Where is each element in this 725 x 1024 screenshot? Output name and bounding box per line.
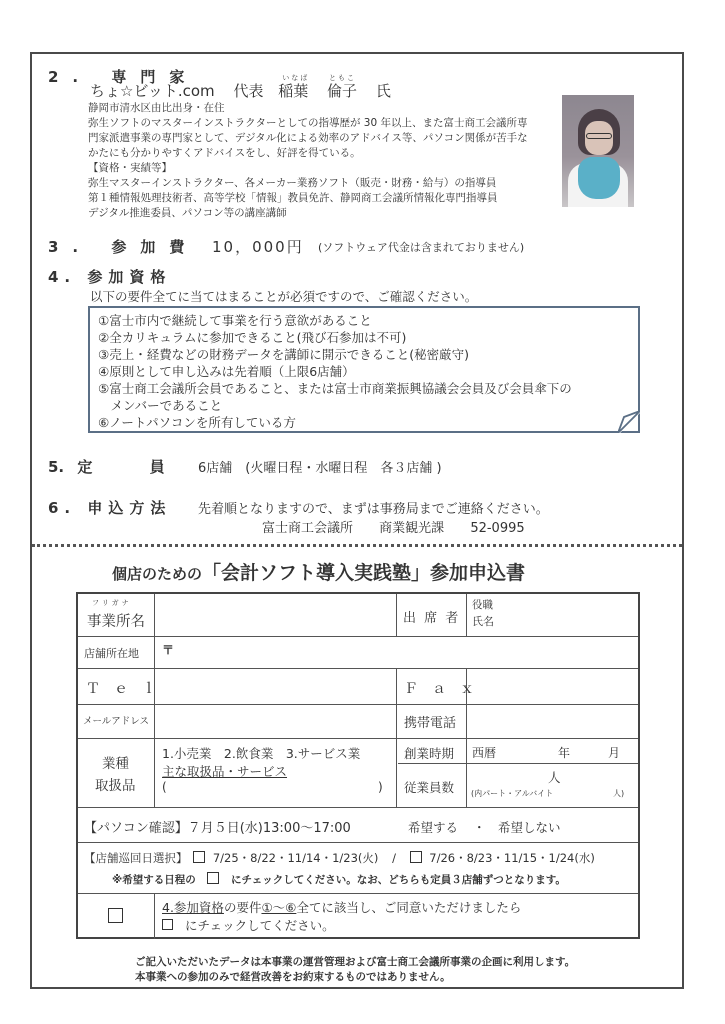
business-name-ruby: フリガナ bbox=[92, 599, 132, 607]
col-divider bbox=[396, 668, 397, 807]
consent-line-1 bbox=[162, 898, 521, 916]
form-title bbox=[112, 558, 525, 585]
row-divider bbox=[78, 738, 638, 739]
photo-glasses bbox=[586, 133, 612, 139]
qualifications-heading: 【資格・実績等】 bbox=[88, 162, 172, 174]
surname-ruby: いなば bbox=[282, 74, 310, 82]
pc-check-yes[interactable]: 希望する bbox=[408, 820, 459, 835]
row-divider bbox=[398, 763, 638, 764]
col-divider bbox=[154, 893, 155, 939]
given-name bbox=[327, 74, 362, 100]
employees-unit: 人 bbox=[548, 770, 561, 785]
visit-note bbox=[112, 872, 566, 887]
qualification-3: デジタル推進委員、パソコン等の講座講師 bbox=[88, 207, 287, 219]
pc-check-label: 【パソコン確認】７月５日(水)13:00～17:00 bbox=[84, 821, 351, 836]
requirement-6: ⑥ノートパソコンを所有している方 bbox=[98, 415, 296, 430]
founded-month: 月 bbox=[608, 746, 621, 760]
requirement-2: ②全カリキュラムに参加できること(飛び石参加は不可) bbox=[98, 330, 407, 345]
paren-open: ( bbox=[162, 780, 167, 794]
pc-check-no[interactable]: 希望しない bbox=[498, 820, 561, 835]
eligibility-heading bbox=[48, 266, 171, 287]
cut-line bbox=[32, 544, 682, 547]
form-title-main: 「会計ソフト導入実践塾」 bbox=[202, 562, 431, 584]
employees-label: 従業員数 bbox=[404, 780, 455, 795]
footer-note-2: 本事業への参加のみで経営改善をお約束するものではありません。 bbox=[135, 971, 451, 983]
row-divider bbox=[78, 704, 638, 705]
requirement-4: ④原則として申し込みは先着順（上限6店舗） bbox=[98, 364, 355, 379]
email-input[interactable] bbox=[158, 706, 392, 736]
consent-checkbox[interactable] bbox=[108, 908, 123, 923]
contact-dept: 商業観光課 bbox=[379, 521, 445, 536]
wed-checkbox[interactable] bbox=[410, 851, 422, 863]
main-products-input[interactable] bbox=[170, 780, 370, 798]
mobile-label: 携帯電話 bbox=[404, 716, 457, 731]
surname bbox=[278, 74, 313, 100]
capacity-heading-num: 5. bbox=[48, 458, 65, 476]
requirement-5-cont: メンバーであること bbox=[98, 398, 223, 413]
apply-heading-text: 6. 申込方法 bbox=[48, 499, 172, 517]
row-divider bbox=[78, 636, 638, 637]
pc-check-separator: ・ bbox=[473, 820, 486, 835]
tue-checkbox[interactable] bbox=[193, 851, 205, 863]
attendee-label: 出 席 者 bbox=[403, 611, 461, 626]
expert-bio-1: 弥生ソフトのマスターインストラクターとしての指導歴が 30 年以上、また富士商工会議所専 bbox=[88, 117, 528, 129]
tel-label: Ｔ ｅ ｌ bbox=[86, 681, 156, 697]
products-label: 取扱品 bbox=[95, 778, 136, 794]
photo-scarf bbox=[578, 157, 620, 199]
form-title-prefix: 個店のための bbox=[112, 565, 203, 583]
expert-heading-text: 2. 専門家 bbox=[48, 68, 199, 86]
industry-options[interactable]: 1.小売業 2.飲食業 3.サービス業 bbox=[162, 746, 361, 761]
fax-label: Ｆ ａ ｘ bbox=[404, 681, 474, 697]
apply-contact bbox=[262, 517, 525, 536]
checkbox-sample-icon bbox=[207, 872, 219, 884]
requirement-5: ⑤富士商工会議所会員であること、または富士市商業振興協議会会員及び会員傘下の bbox=[98, 381, 572, 396]
form-title-suffix: 参加申込書 bbox=[430, 562, 526, 584]
attendee-input[interactable] bbox=[508, 596, 634, 634]
position-label: 役職 bbox=[472, 599, 493, 611]
tue-dates: 7/25・8/22・11/14・1/23(火) bbox=[212, 851, 379, 865]
expert-origin: 静岡市清水区由比出身・在住 bbox=[88, 102, 225, 114]
row-divider bbox=[78, 893, 638, 894]
col-divider bbox=[396, 594, 397, 636]
contact-phone[interactable]: 52-0995 bbox=[470, 521, 525, 536]
address-label: 店舗所在地 bbox=[84, 647, 139, 660]
fee-amount: 10，000円 bbox=[212, 238, 304, 256]
col-divider bbox=[466, 594, 467, 636]
expert-name-line bbox=[90, 74, 391, 101]
row-divider bbox=[78, 842, 638, 843]
industry-label: 業種 bbox=[102, 756, 129, 772]
main-products-label: 主な取扱品・サービス bbox=[162, 764, 288, 779]
contact-org: 富士商工会議所 bbox=[262, 521, 354, 536]
company-name: ちょ☆ビット.com bbox=[90, 82, 215, 100]
expert-photo bbox=[562, 95, 634, 207]
representative-title: 代表 bbox=[233, 82, 264, 100]
requirement-3: ③売上・経費などの財務データを講師に開示できること(秘密厳守) bbox=[98, 347, 469, 362]
mobile-input[interactable] bbox=[470, 706, 634, 736]
employees-part: (内パート・アルバイト bbox=[471, 789, 554, 798]
capacity-value: 6店舗 (火曜日程・水曜日程 各３店舗 ) bbox=[198, 461, 442, 476]
fee-note: (ソフトウェア代金は含まれておりません) bbox=[318, 241, 525, 254]
employees-part-unit: 人) bbox=[613, 789, 625, 798]
paren-close: ) bbox=[378, 780, 383, 794]
email-label: メールアドレス bbox=[83, 716, 150, 727]
checkbox-sample-icon bbox=[162, 919, 173, 930]
expert-bio-3: かたにも分かりやすくアドバイスをし、好評を得ている。 bbox=[88, 147, 361, 159]
wed-dates: 7/26・8/23・11/15・1/24(水) bbox=[429, 851, 595, 865]
tel-input[interactable] bbox=[158, 671, 392, 702]
requirements-box bbox=[88, 306, 640, 433]
consent-line-2-text: にチェックしてください。 bbox=[185, 918, 335, 933]
col-divider bbox=[154, 594, 155, 636]
apply-text: 先着順となりますので、まずは事務局までご連絡ください。 bbox=[198, 502, 549, 517]
business-name-input[interactable] bbox=[158, 596, 392, 634]
apply-heading bbox=[48, 497, 171, 518]
application-form-table bbox=[76, 592, 640, 939]
footer-note-1: ご記入いただいたデータは本事業の運営管理および富士商工会議所事業の企画に利用します。 bbox=[135, 956, 576, 968]
given-ruby: ともこ bbox=[329, 74, 357, 82]
requirement-1: ①富士市内で継続して事業を行う意欲があること bbox=[98, 313, 372, 328]
visit-label: 【店舗巡回日選択】 bbox=[84, 851, 188, 865]
expert-bio-2: 門家派遣事業の専門家として、デジタル化による効率のアドバイス等、パソコン関係が苦手な bbox=[88, 132, 528, 144]
consent-end: 全てに該当し、ご同意いただけましたら bbox=[296, 900, 522, 915]
capacity-heading-a: 定 bbox=[77, 458, 93, 476]
fax-input[interactable] bbox=[470, 671, 634, 702]
visit-note-b: にチェックしてください。なお、どちらも定員３店舗ずつとなります。 bbox=[231, 874, 566, 886]
surname-text: 稲葉 bbox=[278, 82, 309, 100]
business-name-label: 事業所名 bbox=[87, 614, 145, 630]
visit-note-a: ※希望する日程の bbox=[112, 874, 196, 886]
visit-slash: / bbox=[392, 851, 396, 865]
eligibility-intro: 以下の要件全てに当てはまることが必須ですので、ご確認ください。 bbox=[90, 289, 478, 304]
capacity-heading bbox=[48, 456, 165, 477]
founded-label: 創業時期 bbox=[404, 746, 455, 761]
given-text: 倫子 bbox=[327, 82, 358, 100]
row-divider bbox=[78, 807, 638, 808]
postal-mark: 〒 bbox=[162, 643, 175, 657]
fee-heading-text: 3. 参加費 bbox=[48, 238, 199, 256]
founded-year: 年 bbox=[558, 746, 571, 760]
eligibility-heading-text: 4. 参加資格 bbox=[48, 268, 172, 286]
qualification-1: 弥生マスターインストラクター、各メーカー業務ソフト（販売・財務・給与）の指導員 bbox=[88, 177, 497, 189]
consent-range: ①～⑥ bbox=[261, 900, 297, 915]
visit-row bbox=[84, 850, 595, 866]
row-divider bbox=[78, 668, 638, 669]
col-divider bbox=[154, 636, 155, 668]
founded-era: 西暦 bbox=[472, 746, 497, 760]
address-input[interactable] bbox=[178, 639, 632, 666]
capacity-heading-b: 員 bbox=[149, 458, 165, 476]
person-name-label: 氏名 bbox=[472, 615, 494, 628]
consent-line-2 bbox=[162, 916, 335, 934]
fee-heading bbox=[48, 236, 198, 257]
honorific: 氏 bbox=[375, 82, 391, 100]
consent-link: 4.参加資格 bbox=[162, 900, 224, 915]
consent-mid: の要件 bbox=[223, 900, 262, 915]
page-fold-icon bbox=[618, 411, 640, 433]
qualification-2: 第１種情報処理技術者、高等学校「情報」教員免許、静岡商工会議所情報化専門指導員 bbox=[88, 192, 498, 204]
